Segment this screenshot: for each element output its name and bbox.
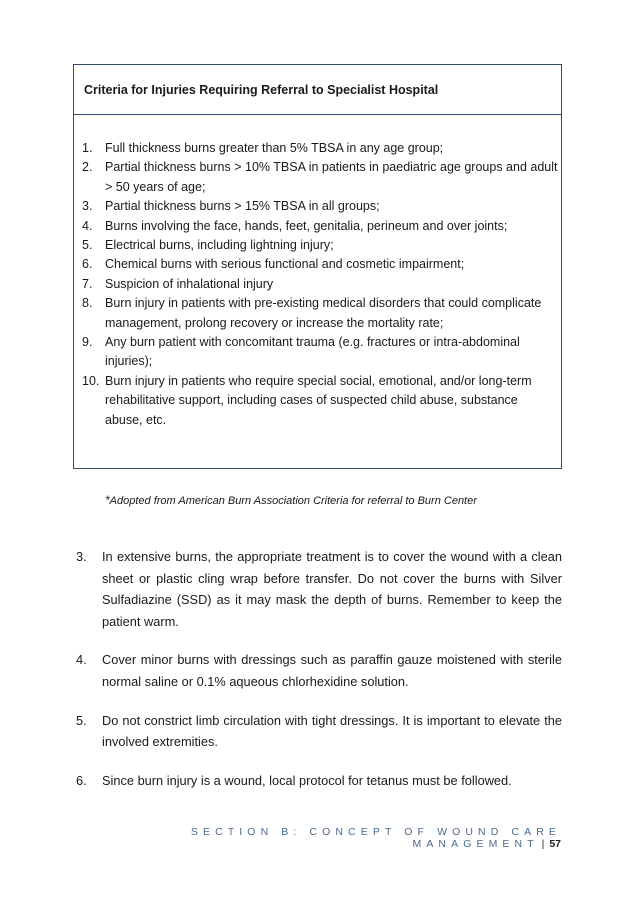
page-footer [108,826,561,850]
criteria-item [82,275,558,294]
criteria-item [82,294,558,333]
criteria-item-text: Partial thickness burns > 10% TBSA in patients in paediatric age groups and adult > 50 years of age; [105,160,558,194]
criteria-item-text: Burns involving the face, hands, feet, genitalia, perineum and over joints; [105,218,508,233]
criteria-header [74,65,561,115]
footnote [105,493,477,507]
footer-section-title: SECTION B: CONCEPT OF WOUND CARE MANAGEMENT [190,826,561,850]
criteria-item [82,255,558,274]
criteria-item-text: Chemical burns with serious functional and cosmetic impairment; [105,257,465,272]
criteria-item-number: 5. [82,238,93,253]
criteria-item-text: Partial thickness burns > 15% TBSA in all groups; [105,199,380,214]
instruction-number: 3. [76,549,87,564]
criteria-list [82,139,558,430]
instruction-item [76,649,562,692]
instruction-text: In extensive burns, the appropriate treatment is to cover the wound with a clean sheet or plastic cling wrap before transfer. Do not cover the burns with Silver Sulfadiazine (SSD) as it may mask the depth of burns. Remember to keep the patient warm. [102,549,562,629]
criteria-item-number: 4. [82,218,93,233]
instruction-text: Since burn injury is a wound, local protocol for tetanus must be followed. [102,772,512,788]
criteria-item-number: 7. [82,276,93,291]
criteria-item [82,158,558,197]
instruction-number: 4. [76,652,87,668]
criteria-item-number: 10. [82,373,100,388]
referral-criteria-box [73,64,562,469]
criteria-item-text: Burn injury in patients with pre-existing medical disorders that could complicate management, prolong recovery or increase the mortality rate; [105,296,542,330]
criteria-title: Criteria for Injuries Requiring Referral to Specialist Hospital [84,82,439,97]
instruction-item [76,770,562,792]
criteria-item-number: 2. [82,160,93,175]
criteria-item-text: Suspicion of inhalational injury [105,276,274,291]
footer-separator: | [541,838,545,850]
criteria-item [82,197,558,216]
page-number: 57 [549,838,561,850]
criteria-item [82,139,558,158]
instruction-item [76,546,562,632]
criteria-item [82,372,558,430]
criteria-item-number: 9. [82,335,93,350]
instruction-text: Do not constrict limb circulation with tight dressings. It is important to elevate the involved extremities. [102,712,562,750]
criteria-item-text: Burn injury in patients who require special social, emotional, and/or long-term rehabilitative support, including cases of suspected child abuse, substance abuse, etc. [105,373,532,427]
criteria-item-text: Full thickness burns greater than 5% TBSA in any age group; [105,141,444,155]
instruction-item [76,710,562,753]
instruction-number: 6. [76,772,87,788]
instruction-list [76,546,562,808]
criteria-item [82,333,558,372]
footnote-text: Adopted from American Burn Association Criteria for referral to Burn Center [109,495,477,507]
criteria-item-number: 6. [82,257,93,272]
instruction-number: 5. [76,712,87,728]
instruction-text: Cover minor burns with dressings such as paraffin gauze moistened with sterile normal saline or 0.1% aqueous chlorhexidine solution. [102,652,562,689]
criteria-item-text: Any burn patient with concomitant trauma (e.g. fractures or intra-abdominal injuries); [105,335,520,369]
criteria-item-number: 3. [82,199,93,214]
criteria-item-number: 8. [82,296,93,311]
criteria-item [82,217,558,236]
criteria-item-text: Electrical burns, including lightning injury; [105,238,334,253]
criteria-item [82,236,558,255]
footnote-asterisk: * [105,493,110,507]
criteria-item-number: 1. [82,141,93,155]
